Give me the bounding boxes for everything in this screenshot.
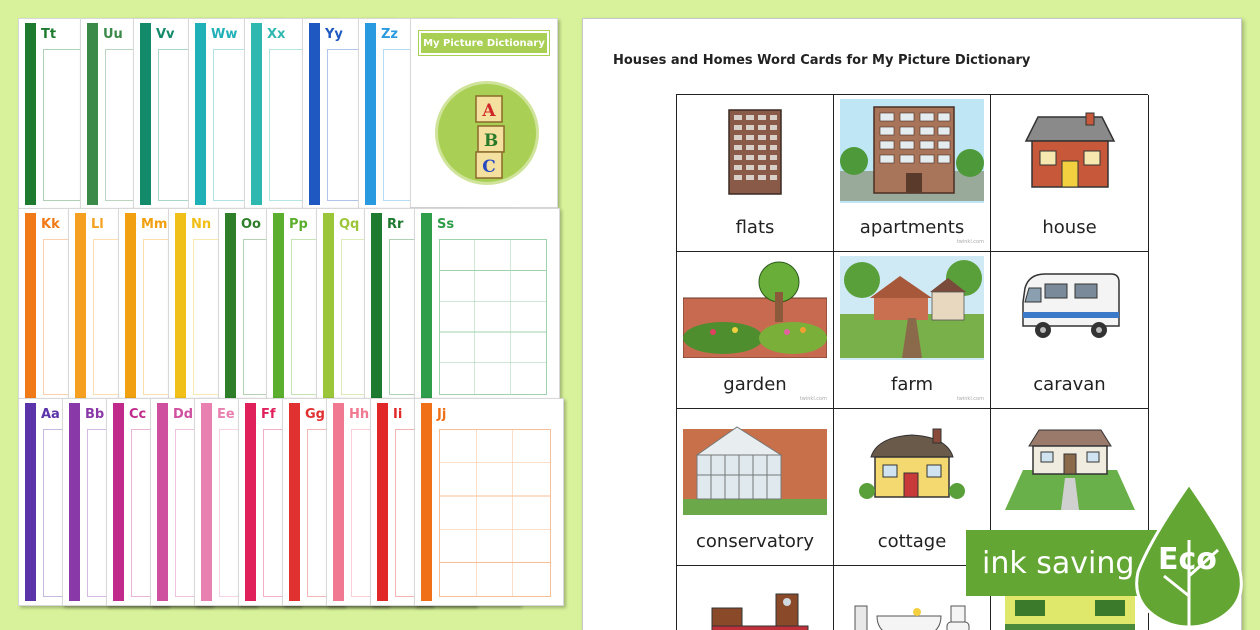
word-card-house[interactable] [991, 95, 1149, 252]
page-color-stripe [377, 403, 388, 601]
page-letter: Cc [129, 407, 147, 422]
page-letter: Zz [381, 27, 398, 42]
word-card-farm[interactable] [834, 252, 991, 409]
page-color-stripe [25, 213, 36, 399]
dictionary-cover [410, 18, 558, 208]
page-letter: Nn [191, 217, 212, 232]
page-letter: Vv [156, 27, 175, 42]
caravan-icon [997, 256, 1142, 360]
page-letter: Xx [267, 27, 286, 42]
page-letter: Ii [393, 407, 403, 422]
dictionary-page-stack [0, 0, 570, 630]
word-card-conservatory[interactable] [677, 409, 834, 566]
page-letter: Uu [103, 27, 123, 42]
word-card-flats[interactable] [677, 95, 834, 252]
block-letter-a: A [482, 101, 496, 121]
page-letter: Yy [325, 27, 343, 42]
page-color-stripe [309, 23, 320, 205]
page-letter: Aa [41, 407, 60, 422]
card-word: cottage [877, 531, 947, 552]
page-color-stripe [87, 23, 98, 205]
ink-saving-label: ink saving [982, 545, 1135, 581]
page-color-stripe [69, 403, 80, 601]
page-color-stripe [125, 213, 136, 399]
watermark: twinkl.com [799, 396, 827, 402]
tower-block-icon [683, 99, 827, 203]
watermark: twinkl.com [956, 396, 984, 402]
card-word: conservatory [696, 531, 814, 552]
page-letter: Pp [289, 217, 308, 232]
bedroom-icon [683, 586, 827, 630]
page-color-stripe [25, 23, 36, 205]
page-letter: Gg [305, 407, 325, 422]
page-color-stripe [75, 213, 86, 399]
abc-blocks-icon [435, 81, 539, 185]
page-color-stripe [113, 403, 124, 601]
page-color-stripe [175, 213, 186, 399]
garden-icon [683, 256, 827, 360]
page-letter: Ss [437, 217, 455, 232]
page-color-stripe [421, 213, 432, 399]
page-letter: Mm [141, 217, 168, 232]
page-color-stripe [323, 213, 334, 399]
page-letter: Ee [217, 407, 235, 422]
page-letter: Ww [211, 27, 238, 42]
dictionary-page-jj [414, 398, 564, 606]
page-color-stripe [195, 23, 206, 205]
watermark: twinkl.com [956, 239, 984, 245]
page-color-stripe [245, 403, 256, 601]
word-card-caravan[interactable] [991, 252, 1149, 409]
page-color-stripe [140, 23, 151, 205]
page-letter: Kk [41, 217, 60, 232]
page-letter: Oo [241, 217, 261, 232]
page-letter: Ff [261, 407, 276, 422]
page-color-stripe [225, 213, 236, 399]
page-grid [439, 429, 551, 597]
bungalow-icon [997, 413, 1142, 517]
dictionary-page-ss [414, 208, 560, 404]
kitchen-icon [997, 594, 1142, 630]
page-letter: Tt [41, 27, 57, 42]
apartment-building-icon [840, 99, 984, 203]
page-color-stripe [333, 403, 344, 601]
page-color-stripe [289, 403, 300, 601]
page-letter: Ll [91, 217, 104, 232]
cottage-icon [840, 413, 984, 517]
conservatory-icon [683, 413, 827, 517]
card-word: caravan [1033, 374, 1106, 395]
sheet-title: Houses and Homes Word Cards for My Picture Dictionary [613, 53, 1031, 68]
farm-icon [840, 256, 984, 360]
word-card-bedroom[interactable] [677, 566, 834, 630]
page-letter: Bb [85, 407, 105, 422]
eco-tag: Eco [1158, 542, 1217, 577]
block-letter-b: B [483, 131, 499, 151]
word-card-apartments[interactable] [834, 95, 991, 252]
page-color-stripe [365, 23, 376, 205]
page-color-stripe [273, 213, 284, 399]
page-color-stripe [251, 23, 262, 205]
card-word: house [1042, 217, 1097, 238]
page-color-stripe [157, 403, 168, 601]
cover-title: My Picture Dictionary [419, 31, 549, 55]
card-word: farm [891, 374, 933, 395]
page-color-stripe [421, 403, 432, 601]
page-color-stripe [201, 403, 212, 601]
page-letter: Jj [437, 407, 447, 422]
word-card-garden[interactable] [677, 252, 834, 409]
card-word: flats [735, 217, 775, 238]
card-word: garden [723, 374, 787, 395]
page-letter: Dd [173, 407, 194, 422]
page-color-stripe [25, 403, 36, 601]
block-letter-c: C [482, 157, 496, 177]
page-letter: Hh [349, 407, 370, 422]
house-icon [997, 99, 1142, 203]
page-grid [439, 239, 547, 395]
bathroom-icon [840, 592, 984, 630]
page-letter: Rr [387, 217, 404, 232]
page-color-stripe [371, 213, 382, 399]
card-word: apartments [859, 217, 965, 238]
page-letter: Qq [339, 217, 360, 232]
